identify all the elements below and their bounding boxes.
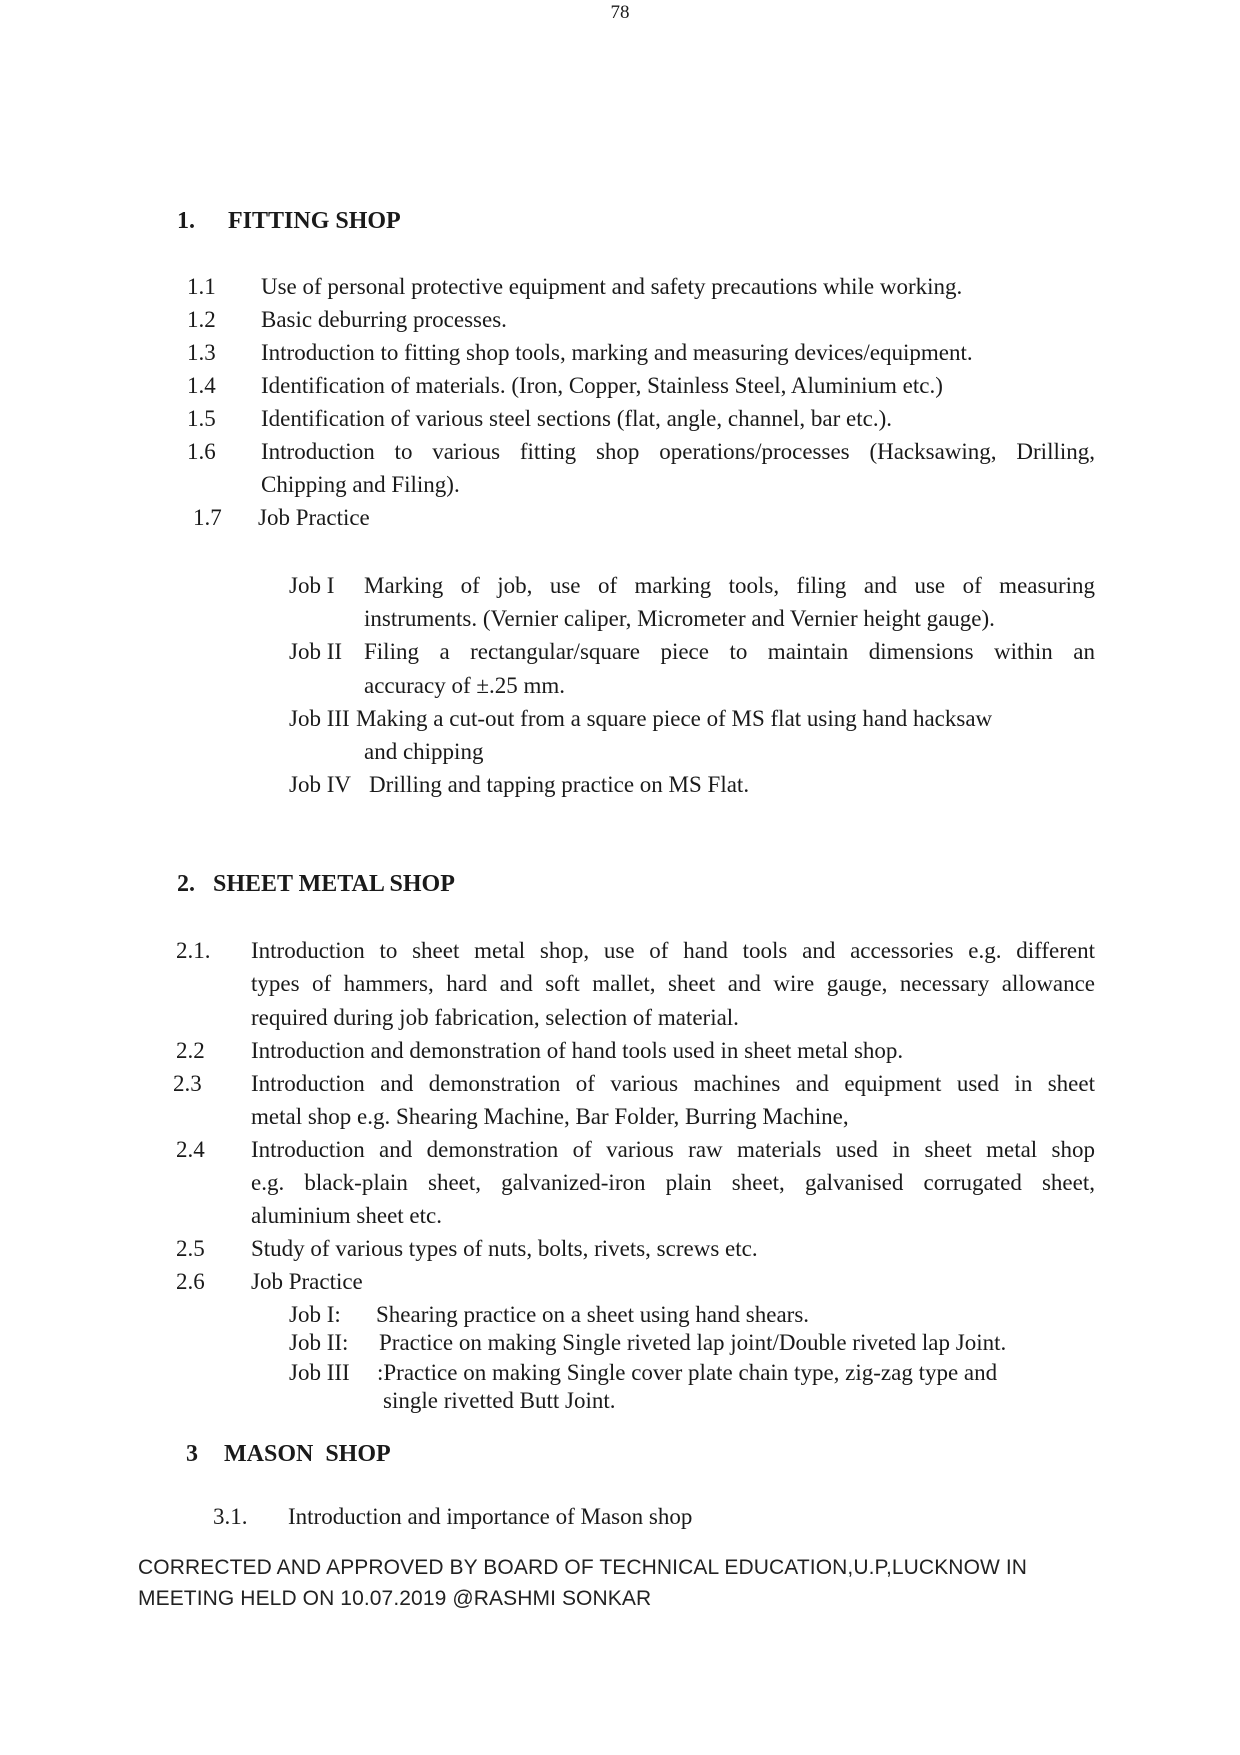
item-2-6-number: 2.6	[176, 1269, 205, 1294]
sheet-job-1-label: Job I:	[289, 1302, 341, 1327]
item-1-3-text: Introduction to fitting shop tools, marking and measuring devices/equipment.	[261, 340, 973, 365]
job-1-label: Job I	[289, 573, 335, 598]
item-2-4-text-line2: e.g. black-plain sheet, galvanized-iron plain sheet, galvanised corrugated sheet,	[251, 1170, 1095, 1195]
section-3-title: MASON SHOP	[224, 1441, 391, 1467]
item-1-7-text: Job Practice	[258, 505, 370, 530]
item-1-3-number: 1.3	[187, 340, 216, 365]
sheet-job-3-text-line2: single rivetted Butt Joint.	[383, 1388, 616, 1413]
section-1-number: 1.	[177, 208, 195, 234]
sheet-job-3-text-line1: :Practice on making Single cover plate chain type, zig-zag type and	[377, 1360, 998, 1385]
job-3-label: Job III	[289, 706, 350, 731]
job-2-label: Job II	[289, 639, 343, 664]
section-3-number: 3	[186, 1441, 198, 1467]
sheet-job-2-label: Job II:	[289, 1330, 349, 1355]
item-2-3-text-line2: metal shop e.g. Shearing Machine, Bar Folder, Burring Machine,	[251, 1104, 849, 1129]
sheet-job-3-label: Job III	[289, 1360, 350, 1385]
sheet-job-2-text: Practice on making Single riveted lap joint/Double riveted lap Joint.	[379, 1330, 1007, 1355]
item-2-4-number: 2.4	[176, 1137, 205, 1162]
item-1-7-number: 1.7	[193, 505, 222, 530]
item-3-1-number: 3.1.	[213, 1504, 248, 1529]
sheet-job-1-text: Shearing practice on a sheet using hand shears.	[376, 1302, 810, 1327]
item-1-4-text: Identification of materials. (Iron, Copper, Stainless Steel, Aluminium etc.)	[261, 373, 943, 398]
section-2-number: 2.	[177, 871, 195, 897]
item-1-6-text-line1: Introduction to various fitting shop operations/processes (Hacksawing, Drilling,	[261, 439, 1095, 464]
item-2-2-text: Introduction and demonstration of hand tools used in sheet metal shop.	[251, 1038, 904, 1063]
job-2-text-line1: Filing a rectangular/square piece to maintain dimensions within an	[364, 639, 1095, 664]
item-2-1-number: 2.1.	[176, 938, 211, 963]
job-3-text-line1: Making a cut-out from a square piece of MS flat using hand hacksaw	[356, 706, 993, 731]
item-2-1-text-line3: required during job fabrication, selection of material.	[251, 1005, 739, 1030]
item-1-6-number: 1.6	[187, 439, 216, 464]
section-1-title: FITTING SHOP	[228, 208, 401, 234]
item-2-1-text-line2: types of hammers, hard and soft mallet, sheet and wire gauge, necessary allowance	[251, 971, 1095, 996]
item-1-6-text-line2: Chipping and Filing).	[261, 472, 460, 497]
item-1-5-number: 1.5	[187, 406, 216, 431]
item-2-4-text-line3: aluminium sheet etc.	[251, 1203, 442, 1228]
item-2-4-text-line1: Introduction and demonstration of various raw materials used in sheet metal shop	[251, 1137, 1095, 1162]
item-1-2-number: 1.2	[187, 307, 216, 332]
item-1-2-text: Basic deburring processes.	[261, 307, 507, 332]
job-1-text-line2: instruments. (Vernier caliper, Micrometer and Vernier height gauge).	[364, 606, 995, 631]
item-1-5-text: Identification of various steel sections (flat, angle, channel, bar etc.).	[261, 406, 892, 431]
item-2-1-text-line1: Introduction to sheet metal shop, use of hand tools and accessories e.g. different	[251, 938, 1095, 963]
job-3-text-line2: and chipping	[364, 739, 484, 764]
item-1-1-text: Use of personal protective equipment and safety precautions while working.	[261, 274, 963, 299]
job-2-text-line2: accuracy of ±.25 mm.	[364, 673, 566, 698]
footer-line-2: MEETING HELD ON 10.07.2019 @RASHMI SONKAR	[138, 1587, 652, 1610]
item-2-5-text: Study of various types of nuts, bolts, rivets, screws etc.	[251, 1236, 758, 1261]
section-2-title: SHEET METAL SHOP	[213, 871, 455, 897]
job-1-text-line1: Marking of job, use of marking tools, filing and use of measuring	[364, 573, 1095, 598]
item-2-6-text: Job Practice	[251, 1269, 363, 1294]
page-number: 78	[610, 2, 630, 23]
footer-line-1: CORRECTED AND APPROVED BY BOARD OF TECHNICAL EDUCATION,U.P,LUCKNOW IN	[138, 1556, 1028, 1579]
item-1-1-number: 1.1	[187, 274, 216, 299]
item-2-3-number: 2.3	[173, 1071, 202, 1096]
item-2-2-number: 2.2	[176, 1038, 205, 1063]
item-2-5-number: 2.5	[176, 1236, 205, 1261]
item-2-3-text-line1: Introduction and demonstration of various machines and equipment used in sheet	[251, 1071, 1095, 1096]
job-4-label: Job IV	[289, 772, 351, 797]
job-4-text: Drilling and tapping practice on MS Flat.	[369, 772, 750, 797]
item-3-1-text: Introduction and importance of Mason shop	[288, 1504, 693, 1529]
item-1-4-number: 1.4	[187, 373, 216, 398]
